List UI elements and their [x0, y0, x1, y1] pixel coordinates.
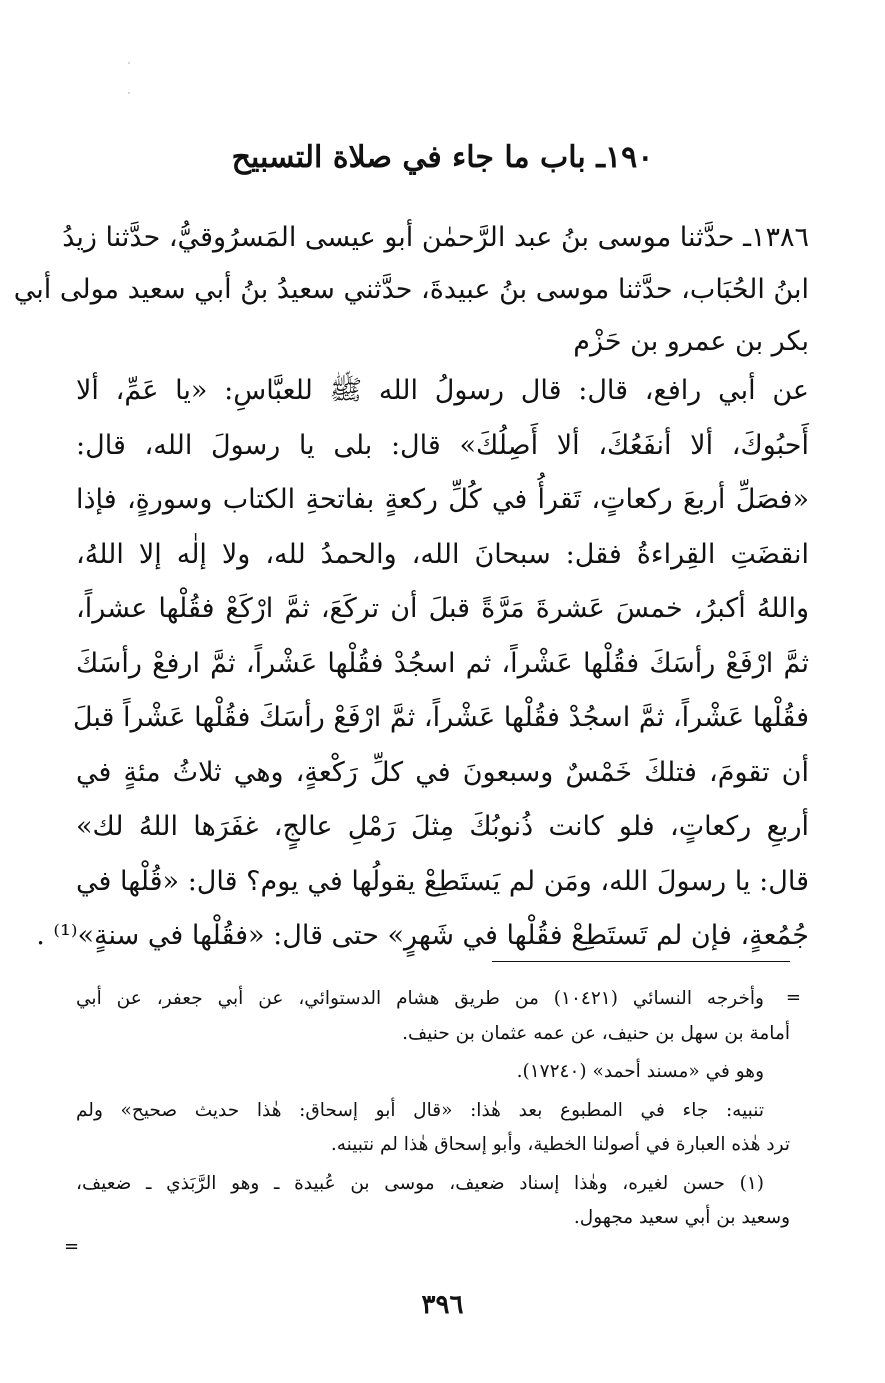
page-number: ٣٩٦ [421, 1290, 464, 1320]
footnote-line: وأخرجه النسائي (١٠٤٢١) من طريق هشام الدستوائي، عن أبي جعفر، عن أبي [76, 988, 764, 1009]
footnote-paragraph [76, 1167, 790, 1236]
matn-line: فقُلْها عَشْراً، ثمَّ اسجُدْ فقُلْها عَشْراً، ثمَّ ارْفَعْ رأسَكَ فقُلْها عَشْراً قبلَ [72, 702, 809, 733]
matn-line: أن تقومَ، فتلكَ خَمْسٌ وسبعونَ في كلِّ رَكْعةٍ، وهي ثلاثُ مئةٍ في [76, 756, 809, 788]
hadith-isnad [13, 212, 809, 368]
matn-line: قال: يا رسولَ الله، ومَن لم يَستَطِعْ يقولُها في يوم؟ قال: «قُلْها في [76, 865, 809, 897]
footnotes [76, 982, 790, 1240]
footnote-line: وسعيد بن أبي سعيد مجهول. [573, 1207, 790, 1228]
matn-line: واللهُ أكبرُ، خمسَ عَشرةَ مَرَّةً قبلَ أن تركَعَ، ثمَّ ارْكَعْ فقُلْها عشراً، [76, 593, 809, 624]
footnote-continuation-mark: = [785, 987, 801, 1008]
scan-speck [128, 92, 130, 94]
footnote-line: تنبيه: جاء في المطبوع بعد هٰذا: «قال أبو إسحاق: هٰذا حديث صحيح» ولم [76, 1099, 764, 1121]
isnad-line: ابنُ الحُبَاب، حدَّثنا موسى بنُ عبيدةَ، حدَّثني سعيدُ بنُ أبي سعيد مولى أبي [13, 274, 809, 305]
isnad-line: ١٣٨٦ـ حدَّثنا موسى بنُ عبد الرَّحمٰن أبو عيسى المَسرُوقيُّ، حدَّثنا زيدُ [62, 222, 809, 253]
footnote-line: ترد هٰذه العبارة في أصولنا الخطية، وأبو إسحاق هٰذا لم نتبينه. [330, 1134, 790, 1155]
footnote-line: أمامة بن سهل بن حنيف، عن عمه عثمان بن حنيف. [402, 1022, 790, 1044]
footnote-paragraph [76, 1094, 790, 1163]
matn-line: أربعِ ركعاتٍ، فلو كانت ذُنوبُكَ مِثلَ رَمْلِ عالجٍ، غفَرَها اللهُ لك» [76, 811, 809, 842]
scan-speck [128, 62, 130, 64]
matn-line: «فصَلِّ أربعَ ركعاتٍ، تَقرأُ في كُلِّ ركعةٍ بفاتحةِ الكتاب وسورةٍ، فإذا [76, 484, 809, 515]
footnote-paragraph [76, 982, 790, 1051]
matn-line: ثمَّ ارْفَعْ رأسَكَ فقُلْها عَشْراً، ثم اسجُدْ فقُلْها عَشْراً، ثمَّ ارفعْ رأسَكَ [76, 647, 809, 679]
footnote-line: (١) حسن لغيره، وهٰذا إسناد ضعيف، موسى بن عُبيدة ـ وهو الرَّبَذي ـ ضعيف، [76, 1172, 764, 1194]
isnad-line: بكر بن عمرو بن حَزْم [573, 326, 809, 357]
footnote-line: وهو في «مسند أحمد» (١٧٢٤٠). [516, 1061, 764, 1082]
matn-line: جُمُعةٍ، فإن لم تَستَطِعْ فقُلْها في شَهرٍ» حتى قال: «فقُلْها في سنةٍ»⁽¹⁾ . [36, 920, 809, 951]
footnote-separator [492, 961, 790, 962]
hadith-matn [36, 364, 809, 964]
matn-line: عن أبي رافع، قال: قال رسولُ الله ﷺ للعبَّاسِ: «يا عَمِّ، ألا [76, 375, 809, 406]
matn-line: أَحبُوكَ، ألا أنفَعُكَ، ألا أَصِلُكَ» قال: بلى يا رسولَ الله، قال: [76, 429, 809, 461]
chapter-title: ١٩٠ـ باب ما جاء في صلاة التسبيح [231, 140, 654, 175]
footnote-paragraph [76, 1055, 790, 1090]
footnote-continuation-mark: = [64, 1236, 80, 1257]
matn-line: انقضَتِ القِراءةُ فقل: سبحانَ الله، والحمدُ لله، ولا إلٰه إلا اللهُ، [76, 538, 809, 570]
